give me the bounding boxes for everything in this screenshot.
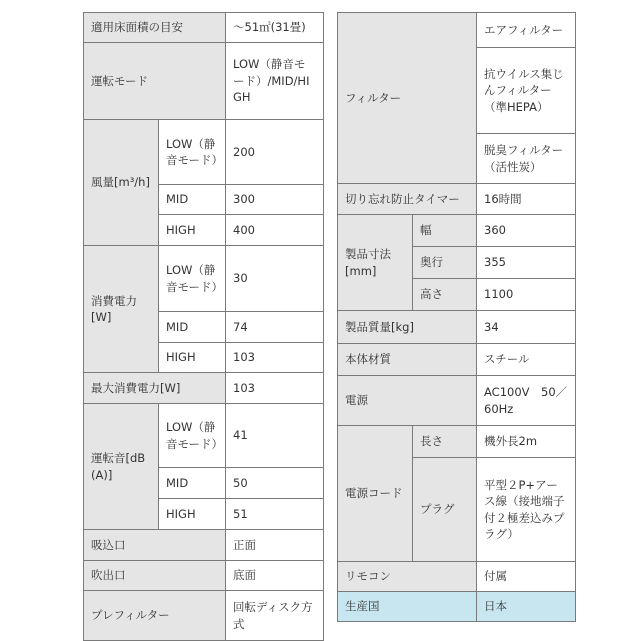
timer-label: 切り忘れ防止タイマー (338, 184, 477, 215)
area-label: 適用床面積の目安 (84, 13, 226, 43)
origin-value: 日本 (477, 592, 576, 622)
filter-value-1: エアフィルター (477, 13, 576, 48)
cord-label: 電源コード (338, 426, 413, 562)
spec-table-left (83, 12, 324, 641)
power-high-label: HIGH (159, 343, 226, 373)
noise-low-value: 41 (226, 404, 324, 468)
cord-plug-value: 平型２P+アース線（接地端子付２極差込みプラグ） (477, 458, 576, 562)
power-low-value: 30 (226, 246, 324, 312)
power-supply-value: AC100V 50／60Hz (477, 376, 576, 426)
weight-label: 製品質量[kg] (338, 311, 477, 344)
noise-mid-label: MID (159, 468, 226, 499)
airflow-label: 風量[m³/h] (84, 120, 159, 246)
spec-table-right (337, 12, 576, 622)
airflow-high-value: 400 (226, 215, 324, 246)
size-height-label: 高さ (413, 279, 477, 311)
size-height-value: 1100 (477, 279, 576, 311)
cord-length-value: 機外長2m (477, 426, 576, 458)
noise-low-label: LOW（静音モード） (159, 404, 226, 468)
noise-label: 運転音[dB(A)] (84, 404, 159, 530)
filter-value-3: 脱臭フィルター（活性炭） (477, 134, 576, 184)
noise-high-label: HIGH (159, 499, 226, 530)
timer-value: 16時間 (477, 184, 576, 215)
power-mid-label: MID (159, 312, 226, 343)
prefilter-label: プレフィルター (84, 591, 226, 641)
size-depth-value: 355 (477, 247, 576, 279)
mode-label: 運転モード (84, 43, 226, 120)
noise-high-value: 51 (226, 499, 324, 530)
airflow-mid-label: MID (159, 185, 226, 215)
weight-value: 34 (477, 311, 576, 344)
cord-plug-label: プラグ (413, 458, 477, 562)
size-width-label: 幅 (413, 215, 477, 247)
filter-value-2: 抗ウイルス集じんフィルター（準HEPA） (477, 48, 576, 134)
size-width-value: 360 (477, 215, 576, 247)
intake-label: 吸込口 (84, 530, 226, 561)
area-value: ～51㎡(31畳) (226, 13, 324, 43)
maxpower-label: 最大消費電力[W] (84, 373, 226, 404)
airflow-high-label: HIGH (159, 215, 226, 246)
power-supply-label: 電源 (338, 376, 477, 426)
size-depth-label: 奥行 (413, 247, 477, 279)
filter-label: フィルター (338, 13, 477, 184)
noise-mid-value: 50 (226, 468, 324, 499)
cord-length-label: 長さ (413, 426, 477, 458)
airflow-low-label: LOW（静音モード） (159, 120, 226, 185)
remote-value: 付属 (477, 562, 576, 592)
airflow-low-value: 200 (226, 120, 324, 185)
remote-label: リモコン (338, 562, 477, 592)
power-high-value: 103 (226, 343, 324, 373)
mode-value: LOW（静音モード）/MID/HIGH (226, 43, 324, 120)
power-label: 消費電力[W] (84, 246, 159, 373)
material-value: スチール (477, 344, 576, 376)
power-mid-value: 74 (226, 312, 324, 343)
maxpower-value: 103 (226, 373, 324, 404)
prefilter-value: 回転ディスク方式 (226, 591, 324, 641)
outlet-label: 吹出口 (84, 561, 226, 591)
size-label: 製品寸法[mm] (338, 215, 413, 311)
origin-label: 生産国 (338, 592, 477, 622)
material-label: 本体材質 (338, 344, 477, 376)
outlet-value: 底面 (226, 561, 324, 591)
airflow-mid-value: 300 (226, 185, 324, 215)
intake-value: 正面 (226, 530, 324, 561)
power-low-label: LOW（静音モード） (159, 246, 226, 312)
